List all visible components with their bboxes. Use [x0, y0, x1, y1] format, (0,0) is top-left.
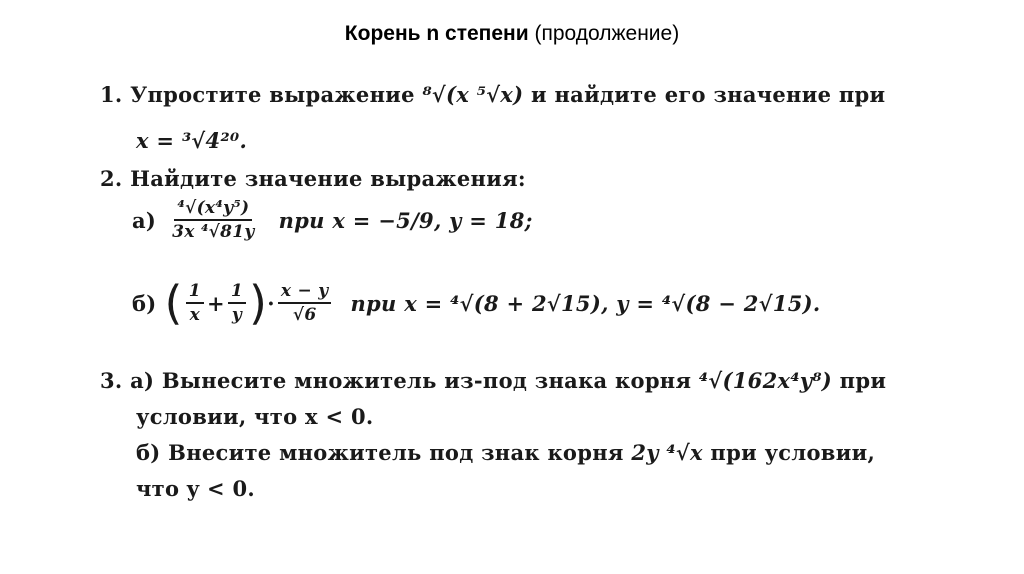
- task2-heading: [100, 166, 526, 191]
- task3-a-text: 3. а) Вынесите множитель из-под знака корня: [100, 368, 692, 393]
- task2-heading-text: 2. Найдите значение выражения:: [100, 166, 526, 191]
- task3-b-rest: при условии,: [710, 440, 876, 465]
- frac3-num: x − y: [278, 281, 332, 304]
- task2-b-frac3: [278, 281, 332, 325]
- task2-a-label: а): [132, 207, 157, 233]
- frac1-num: 1: [186, 281, 204, 304]
- task3-line3: [136, 440, 875, 465]
- task2-b-condition: при x = ⁴√(8 + 2√15), y = ⁴√(8 − 2√15).: [350, 290, 821, 316]
- frac2-num: 1: [228, 281, 246, 304]
- task2-b: [132, 276, 820, 330]
- task2-b-frac1: [186, 281, 204, 325]
- page-title: [0, 22, 1024, 46]
- task1-text: 1. Упростите выражение: [100, 82, 415, 107]
- task2-a: [132, 198, 533, 242]
- task2-a-denominator: 3x ⁴√81y: [172, 222, 255, 242]
- task1-expression: ⁸√(x ⁵√x): [422, 82, 524, 107]
- task1-rest: и найдите его значение при: [531, 82, 886, 107]
- task3-b-condition: что y < 0.: [136, 476, 256, 501]
- task2-b-label: б): [132, 290, 157, 316]
- task3-line1: [100, 368, 886, 393]
- task3-a-expression: ⁴√(162x⁴y⁸): [698, 368, 833, 393]
- task3-a-rest: при: [839, 368, 887, 393]
- task2-b-frac2: [228, 281, 246, 325]
- task1-line1: [100, 82, 885, 107]
- task1-line2: [136, 128, 247, 153]
- title-main: Корень n степени: [344, 22, 529, 45]
- frac1-den: x: [189, 305, 201, 325]
- dot-operator: ·: [267, 290, 275, 316]
- task2-a-fraction: [169, 198, 257, 242]
- task3-a-condition: условии, что x < 0.: [136, 404, 374, 429]
- plus-sign: +: [206, 290, 225, 316]
- task3-b-expression: 2y ⁴√x: [631, 440, 703, 465]
- left-paren: (: [164, 276, 183, 330]
- title-sub: (продолжение): [534, 22, 680, 45]
- task2-a-numerator: ⁴√(x⁴y⁵): [174, 198, 252, 221]
- task3-b-text: б) Внесите множитель под знак корня: [136, 440, 624, 465]
- task2-a-condition: при x = −5/9, y = 18;: [278, 207, 533, 233]
- task3-line2: [136, 404, 373, 429]
- task3-line4: [136, 476, 255, 501]
- right-paren: ): [248, 276, 268, 330]
- frac3-den: √6: [292, 305, 317, 325]
- task1-x-value: x = ³√4²⁰.: [136, 128, 248, 153]
- frac2-den: y: [231, 305, 242, 325]
